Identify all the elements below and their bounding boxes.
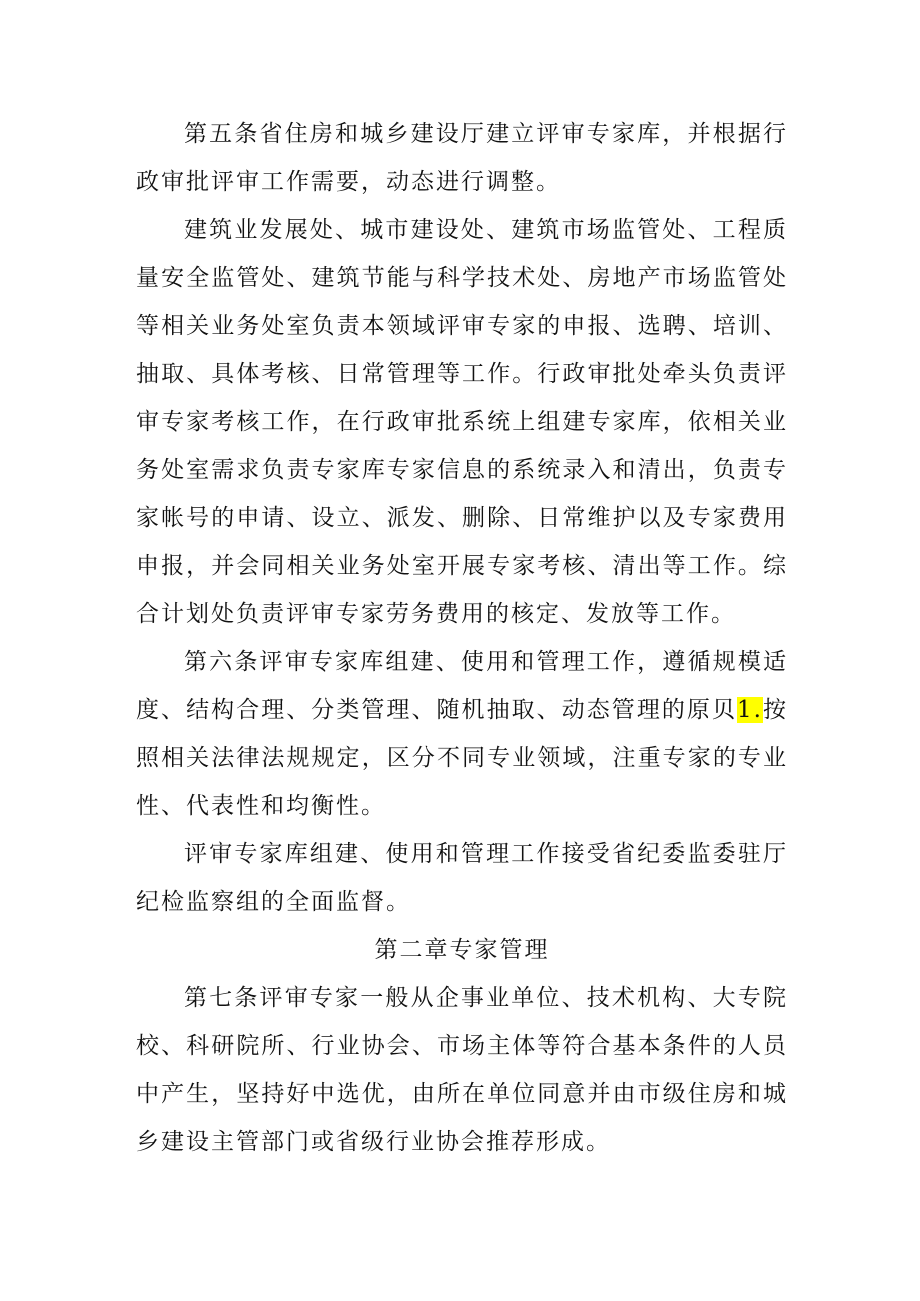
paragraph-article-5: 第五条省住房和城乡建设厅建立评审专家库，并根据行政审批评审工作需要，动态进行调整。 bbox=[136, 121, 788, 195]
paragraph-responsibilities: 建筑业发展处、城市建设处、建筑市场监管处、工程质量安全监管处、建筑节能与科学技术处、房地产市场监管处等相关业务处室负责本领域评审专家的申报、选聘、培训、抽取、具体考核、日常管理等工作。行政审批处牵头负责评审专家考核工作，在行政审批系统上组建专家库，依相关业务处室需求负责专家库专家信息的系统录入和清出，负责专家帐号的申请、设立、派发、删除、日常维护以及专家费用申报，并会同相关业务处室开展专家考核、清出等工作。综合计划处负责评审专家劳务费用的核定、发放等工作。 bbox=[136, 217, 788, 627]
chapter-heading: 第二章专家管理 bbox=[374, 937, 550, 963]
highlighted-text: 1. bbox=[737, 697, 763, 723]
paragraph-supervision: 评审专家库组建、使用和管理工作接受省纪委监委驻厅纪检监察组的全面监督。 bbox=[136, 841, 788, 915]
paragraph-article-6-before: 第六条评审专家库组建、使用和管理工作，遵循规模适度、结构合理、分类管理、随机抽取、动态管理的原贝 bbox=[136, 649, 788, 723]
paragraph-article-6 bbox=[136, 638, 788, 830]
document-body bbox=[136, 110, 788, 1166]
paragraph-article-7: 第七条评审专家一般从企事业单位、技术机构、大专院校、科研院所、行业协会、市场主体等符合基本条件的人员中产生，坚持好中选优，由所在单位同意并由市级住房和城乡建设主管部门或省级行业协会推荐形成。 bbox=[136, 985, 788, 1155]
paragraph-article-6-after: 按照相关法律法规规定，区分不同专业领域，注重专家的专业性、代表性和均衡性。 bbox=[136, 697, 789, 819]
